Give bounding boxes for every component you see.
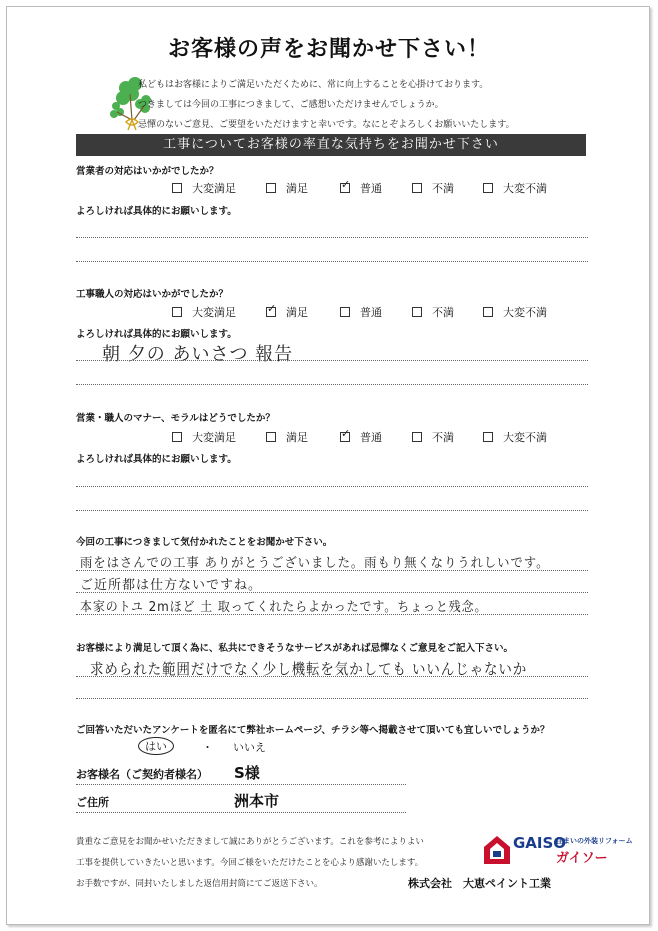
q1-option-3[interactable]: ✓ 普通 bbox=[340, 180, 382, 196]
comment-line[interactable] bbox=[76, 486, 588, 487]
comment-line[interactable] bbox=[76, 360, 588, 361]
checkbox-checked[interactable] bbox=[266, 307, 276, 317]
comment-line[interactable] bbox=[76, 261, 588, 262]
footer-line-1: 貴重なご意見をお聞かせいただきまして誠にありがとうございます。これを参考によりよい bbox=[76, 837, 424, 847]
q1-question: 営業者の対応はいかがでしたか？ bbox=[76, 166, 219, 177]
q3-option-2[interactable]: 満足 bbox=[266, 429, 308, 445]
comment-line[interactable] bbox=[76, 676, 588, 677]
checkbox[interactable] bbox=[172, 307, 182, 317]
logo-brand: GAISO bbox=[513, 834, 567, 852]
logo-kana: ガイソー bbox=[556, 851, 608, 866]
q5-handwritten-line-1: 求められた範囲だけでなく少し機転を気かしても いいんじゃないか bbox=[90, 660, 528, 678]
customer-name-label: お客様名（ご契約者様名） bbox=[76, 768, 208, 781]
comment-line[interactable] bbox=[76, 570, 588, 571]
comment-line[interactable] bbox=[76, 237, 588, 238]
footer-line-2: 工事を提供していきたいと思います。今回ご様をいただけたことを心より感謝いたします。 bbox=[76, 858, 424, 868]
q4-question: 今回の工事につきまして気付かれたことをお聞かせ下さい。 bbox=[76, 537, 333, 548]
q6-question: ご回答いただいたアンケートを匿名にて弊社ホームページ、チラシ等へ掲載させて頂いても宜しいでしょうか？ bbox=[76, 725, 550, 736]
q2-option-3[interactable]: 普通 bbox=[340, 304, 382, 320]
checkbox[interactable] bbox=[172, 432, 182, 442]
q3-comment-label: よろしければ具体的にお願いします。 bbox=[76, 454, 237, 465]
comment-line[interactable] bbox=[76, 510, 588, 511]
checkbox[interactable] bbox=[266, 183, 276, 193]
name-line[interactable] bbox=[76, 784, 406, 785]
checkbox[interactable] bbox=[412, 307, 422, 317]
address-line[interactable] bbox=[76, 812, 406, 813]
comment-line[interactable] bbox=[76, 698, 588, 699]
q1-comment-label: よろしければ具体的にお願いします。 bbox=[76, 206, 237, 217]
q1-option-4[interactable]: 不満 bbox=[412, 180, 454, 196]
intro-line-2: つきましては今回の工事につきまして、ご感想いただけませんでしょうか。 bbox=[138, 100, 444, 110]
comment-line[interactable] bbox=[76, 592, 588, 593]
q2-option-1[interactable]: 大変満足 bbox=[172, 304, 236, 320]
q4-handwritten-line-2: ご近所都は仕方ないですね。 bbox=[80, 578, 263, 593]
q1-option-2[interactable]: 満足 bbox=[266, 180, 308, 196]
q1-option-1[interactable]: 大変満足 bbox=[172, 180, 236, 196]
q6-separator: ・ bbox=[202, 741, 213, 754]
checkbox[interactable] bbox=[412, 183, 422, 193]
checkbox-checked[interactable] bbox=[340, 183, 350, 193]
q2-comment-label: よろしければ具体的にお願いします。 bbox=[76, 329, 237, 340]
logo-tagline: 住まいの外装リフォーム bbox=[556, 837, 633, 845]
checkbox[interactable] bbox=[266, 432, 276, 442]
checkbox[interactable] bbox=[172, 183, 182, 193]
q3-option-5[interactable]: 大変不満 bbox=[483, 429, 547, 445]
checkbox[interactable] bbox=[412, 432, 422, 442]
q3-option-3[interactable]: ✓ 普通 bbox=[340, 429, 382, 445]
q4-handwritten-line-1: 雨をはさんでの工事 ありがとうございました。雨もり無くなりうれしいです。 bbox=[80, 556, 550, 571]
gaiso-logo-icon bbox=[482, 834, 512, 866]
checkbox[interactable] bbox=[483, 307, 493, 317]
q3-option-1[interactable]: 大変満足 bbox=[172, 429, 236, 445]
q2-option-4[interactable]: 不満 bbox=[412, 304, 454, 320]
q3-question: 営業・職人のマナー、モラルはどうでしたか？ bbox=[76, 413, 275, 424]
q4-handwritten-line-3: 本家のトユ 2mほど 土 取ってくれたらよかったです。ちょっと残念。 bbox=[80, 600, 488, 615]
customer-address-label: ご住所 bbox=[76, 796, 109, 809]
q6-yes-option[interactable]: はい bbox=[138, 737, 174, 755]
intro-line-3: 忌憚のないご意見、ご要望をいただけますと幸いです。なにとぞよろしくお願いいたします。 bbox=[138, 120, 515, 130]
customer-name: S様 bbox=[234, 764, 260, 782]
comment-line[interactable] bbox=[76, 614, 588, 615]
q5-question: お客様により満足して頂く為に、私共にできそうなサービスがあれば忌憚なくご意見をご記入下さい。 bbox=[76, 643, 514, 654]
q1-option-5[interactable]: 大変不満 bbox=[483, 180, 547, 196]
q3-option-4[interactable]: 不満 bbox=[412, 429, 454, 445]
customer-address: 洲本市 bbox=[234, 792, 280, 810]
checkbox-checked[interactable] bbox=[340, 432, 350, 442]
checkbox[interactable] bbox=[340, 307, 350, 317]
q2-option-5[interactable]: 大変不満 bbox=[483, 304, 547, 320]
q2-option-2[interactable]: ✓ 満足 bbox=[266, 304, 308, 320]
company-name: 株式会社 大恵ペイント工業 bbox=[408, 877, 551, 890]
section-banner: 工事についてお客様の率直な気持ちをお聞かせ下さい bbox=[76, 134, 586, 156]
q6-no-option[interactable]: いいえ bbox=[233, 741, 266, 754]
q2-question: 工事職人の対応はいかがでしたか？ bbox=[76, 289, 229, 300]
checkbox[interactable] bbox=[483, 432, 493, 442]
intro-line-1: 私どもはお客様によりご満足いただくために、常に向上することを心掛けております。 bbox=[138, 80, 489, 90]
q2-handwritten-comment: 朝 夕の あいさつ 報告 bbox=[102, 344, 294, 365]
comment-line[interactable] bbox=[76, 384, 588, 385]
footer-line-3: お手数ですが、同封いたしました返信用封筒にてご返送下さい。 bbox=[76, 879, 323, 889]
page-title: お客様の声をお聞かせ下さい！ bbox=[167, 37, 490, 62]
checkbox[interactable] bbox=[483, 183, 493, 193]
